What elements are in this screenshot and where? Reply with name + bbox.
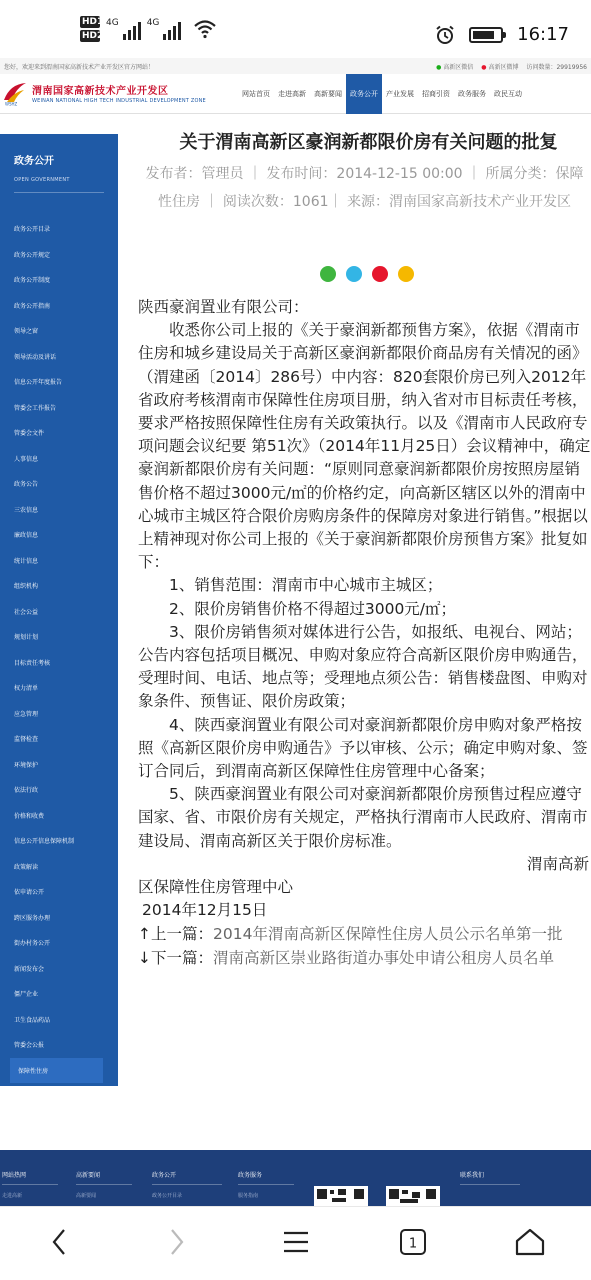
paragraph-1: 收悉你公司上报的《关于豪润新都预售方案》，依据《渭南市住房和城乡建设局关于高新区豪润新都限价商品房有关情况的函》（渭建函〔2014〕286号）中内容：820套限价房已列入2012年省政府考核渭南市保障性住房项目册，纳入省对市目标责任考核，要求严格按照保障性住房有关政策执行。以及《渭南市人民政府专项问题会议纪要 第51次》（2014年11月25日）会议精神中，确定豪润新都限价房有关问题：“原则同意豪润新都限价房按照房屋销售价格不超过3000元/㎡的价格约定，向高新区辖区以外的渭南中心城市主城区符合限价房购房条件的保障房对象进行销售。”根据以上精神现对你公司上报的《关于豪润新都限价房预售方案》批复如下： [138, 321, 591, 572]
sidebar-divider [14, 192, 104, 193]
visits-count: 访问数量：29919956 [526, 63, 587, 71]
item-5: 5、陕西豪润置业有限公司对豪润新都限价房预售过程应遵守国家、省、市限价房有关规定，严格执行渭南市人民政府、渭南市建设局、渭南高新区关于限价房标准。 [138, 785, 588, 850]
footer-sub-4[interactable]: 服务指南 [238, 1193, 259, 1199]
browser-nav-bar [0, 1206, 591, 1280]
site-footer [0, 1150, 591, 1206]
sidebar-item[interactable]: 保障性住房 [10, 1058, 103, 1084]
footer-sub-3[interactable]: 政务公开目录 [152, 1193, 183, 1199]
prev-label: ↑上一篇： [138, 925, 213, 944]
forward-button[interactable] [162, 1225, 192, 1259]
weibo-link[interactable] [481, 62, 518, 71]
signature-line-2: 区保障性住房管理中心 [138, 878, 294, 897]
top-bar-links [436, 62, 587, 71]
tabs-button[interactable] [396, 1225, 430, 1259]
sidebar-item[interactable]: 僵尸企业 [14, 991, 39, 999]
sidebar-item[interactable]: 政务公开目录 [14, 226, 51, 234]
footer-sub-2[interactable]: 高新要闻 [76, 1193, 97, 1199]
sidebar-item[interactable]: 街办村务公开 [14, 940, 51, 948]
logo-title: 渭南国家高新技术产业开发区 [32, 86, 169, 97]
back-button[interactable] [44, 1225, 74, 1259]
signal-icon-2 [147, 18, 182, 40]
next-title[interactable]: 渭南高新区崇业路街道办事处申请公租房人员名单 [213, 949, 555, 968]
footer-col-3[interactable]: 政务公开 [152, 1172, 177, 1179]
clock: 16:17 [517, 24, 569, 45]
item-4: 4、陕西豪润置业有限公司对豪润新都限价房申购对象严格按照《高新区限价房申购通告》予以审核、公示；确定申购对象、签订合同后，到渭南高新区保障性住房管理中心备案； [138, 715, 588, 781]
article-title: 关于渭南高新区豪润新都限价房有关问题的批复 [179, 132, 558, 153]
nav-services[interactable]: 政务服务 [458, 90, 486, 98]
sidebar-item[interactable]: 应急管理 [14, 710, 39, 718]
home-button[interactable] [512, 1225, 548, 1259]
moments-share-icon[interactable] [346, 266, 362, 282]
next-label: ↓下一篇： [138, 949, 213, 968]
footer-col-1[interactable]: 网站热网 [2, 1172, 27, 1179]
sidebar-item[interactable]: 跨区服务办理 [14, 914, 51, 922]
sidebar-item[interactable]: 廉政信息 [14, 532, 39, 540]
sidebar-item[interactable]: 人事信息 [14, 455, 39, 463]
logo-subtitle: WEINAN NATIONAL HIGH TECH INDUSTRIAL DEVELOPMENT ZONE [32, 98, 206, 104]
sidebar-item[interactable]: 政务公告 [14, 481, 39, 489]
weibo-label: 高新区微博 [488, 63, 519, 71]
svg-text:WSHZ: WSHZ [5, 101, 18, 106]
weixin-icon: ● [436, 63, 442, 71]
sidebar-menu [0, 216, 118, 1083]
footer-col-2[interactable]: 高新要闻 [76, 1172, 101, 1179]
welcome-text: 您好，欢迎来到渭南国家高新技术产业开发区官方网站！ [4, 63, 155, 71]
sidebar-item[interactable]: 信息公开年度报告 [14, 379, 63, 387]
sidebar-item[interactable]: 新闻发布会 [14, 965, 45, 973]
signal-icon [106, 18, 141, 40]
sidebar-item[interactable]: 依法行政 [14, 787, 39, 795]
sidebar-item[interactable]: 环境保护 [14, 761, 39, 769]
nav-about[interactable]: 走进高新 [278, 90, 306, 98]
sidebar-item[interactable]: 管委会公报 [14, 1042, 45, 1050]
site-top-bar [0, 58, 591, 74]
menu-icon [282, 1230, 310, 1254]
sidebar-item[interactable]: 政策解读 [14, 863, 39, 871]
nav-investment[interactable]: 招商引资 [422, 90, 450, 98]
sidebar-title: 政务公开 [14, 156, 54, 167]
article-body [138, 296, 591, 970]
battery-icon [469, 27, 503, 43]
footer-divider [152, 1184, 222, 1185]
sidebar-item[interactable]: 三农信息 [14, 506, 39, 514]
status-right [435, 24, 569, 45]
item-2: 2、限价房销售价格不得超过3000元/㎡； [169, 599, 457, 618]
article-meta: 发布者：管理员 ｜ 发布时间：2014-12-15 00:00 ｜ 所属分类：保障性住房 ｜ 阅读次数：1061｜ 来源：渭南国家高新技术产业开发区 [145, 166, 584, 210]
sidebar-item[interactable]: 权力清单 [14, 685, 39, 693]
sidebar-item[interactable]: 领导活动及讲话 [14, 353, 57, 361]
sidebar-item[interactable]: 政务公开制度 [14, 277, 51, 285]
addressee: 陕西豪润置业有限公司： [138, 298, 309, 316]
sidebar-subtitle: OPEN GOVERNMENT [14, 177, 70, 183]
sidebar-item[interactable]: 领导之窗 [14, 328, 39, 336]
weibo-share-icon[interactable] [372, 266, 388, 282]
prev-article-link[interactable] [138, 922, 591, 946]
footer-divider [460, 1184, 520, 1185]
sidebar-item[interactable]: 政务公开指南 [14, 302, 51, 310]
tabs-icon [398, 1227, 428, 1257]
footer-divider [76, 1184, 132, 1185]
wifi-icon [193, 19, 217, 39]
site-header [0, 74, 591, 114]
prev-title[interactable]: 2014年渭南高新区保障性住房人员公示名单第一批 [213, 925, 563, 944]
footer-sub-1[interactable]: 走进高新 [2, 1193, 23, 1199]
status-left [80, 16, 217, 42]
alarm-icon [435, 25, 455, 45]
sidebar [0, 134, 118, 1086]
hd1-badge: HD1 [82, 17, 104, 27]
network-type-label: 4G [106, 18, 119, 28]
qr-code-weibo [386, 1186, 440, 1206]
share-bar [320, 266, 414, 282]
chevron-right-icon [169, 1228, 185, 1256]
sidebar-item[interactable]: 管委会文件 [14, 430, 45, 438]
nav-industry[interactable]: 产业发展 [386, 90, 414, 98]
sidebar-item[interactable]: 信息公开信息保障机制 [14, 838, 75, 846]
network-type-label-2: 4G [146, 18, 160, 28]
nav-home[interactable]: 网站首页 [242, 90, 270, 98]
sidebar-item[interactable]: 卫生食品药品 [14, 1016, 51, 1024]
weixin-link[interactable] [436, 62, 473, 71]
footer-col-4[interactable]: 政务服务 [238, 1172, 263, 1179]
weixin-label: 高新区微信 [443, 63, 474, 71]
nav-interaction[interactable]: 政民互动 [494, 90, 522, 98]
sidebar-item[interactable]: 统计信息 [14, 557, 39, 565]
sidebar-item[interactable]: 监督检查 [14, 736, 39, 744]
menu-button[interactable] [280, 1225, 312, 1259]
sidebar-item[interactable]: 政务公开规定 [14, 251, 51, 259]
logo-mark-icon [2, 80, 28, 106]
weibo-icon: ● [481, 63, 487, 71]
qzone-share-icon[interactable] [398, 266, 414, 282]
home-icon [514, 1227, 546, 1257]
qr-code-weixin [314, 1186, 368, 1206]
footer-divider [238, 1184, 294, 1185]
article-date: 2014年12月15日 [142, 901, 268, 920]
sidebar-item[interactable]: 规划计划 [14, 634, 39, 642]
nav-gov-open[interactable]: 政务公开 [346, 74, 382, 114]
item-1: 1、销售范围：渭南市中心城市主城区； [169, 576, 443, 595]
footer-divider [2, 1184, 58, 1185]
hd-badges [80, 16, 104, 42]
next-article-link[interactable] [138, 946, 591, 970]
hd2-badge: HD2 [82, 31, 104, 41]
item-3: 3、限价房销售须对媒体进行公告，如报纸、电视台、网站；公告内容包括项目概况、申购对象应符合高新区限价房申购通告，受理时间、电话、地点等；受理地点须公告：销售楼盘图、申购对象条件、预售证、限价房政策； [138, 622, 588, 711]
sidebar-item[interactable]: 社会公益 [14, 608, 39, 616]
main-nav [238, 74, 526, 114]
sidebar-item[interactable]: 目标责任考核 [14, 659, 51, 667]
site-logo[interactable] [2, 80, 206, 106]
signature-line-1: 渭南高新 [526, 854, 589, 873]
wechat-share-icon[interactable] [320, 266, 336, 282]
article [138, 128, 591, 968]
footer-col-5[interactable]: 联系我们 [460, 1172, 485, 1179]
tab-count: 1 [408, 1236, 418, 1252]
sidebar-item[interactable]: 依申请公开 [14, 889, 45, 897]
sidebar-item[interactable]: 组织机构 [14, 583, 39, 591]
chevron-left-icon [51, 1228, 67, 1256]
sidebar-item[interactable]: 管委会工作报告 [14, 404, 57, 412]
nav-news[interactable]: 高新要闻 [314, 90, 342, 98]
sidebar-item[interactable]: 价格和收费 [14, 812, 45, 820]
